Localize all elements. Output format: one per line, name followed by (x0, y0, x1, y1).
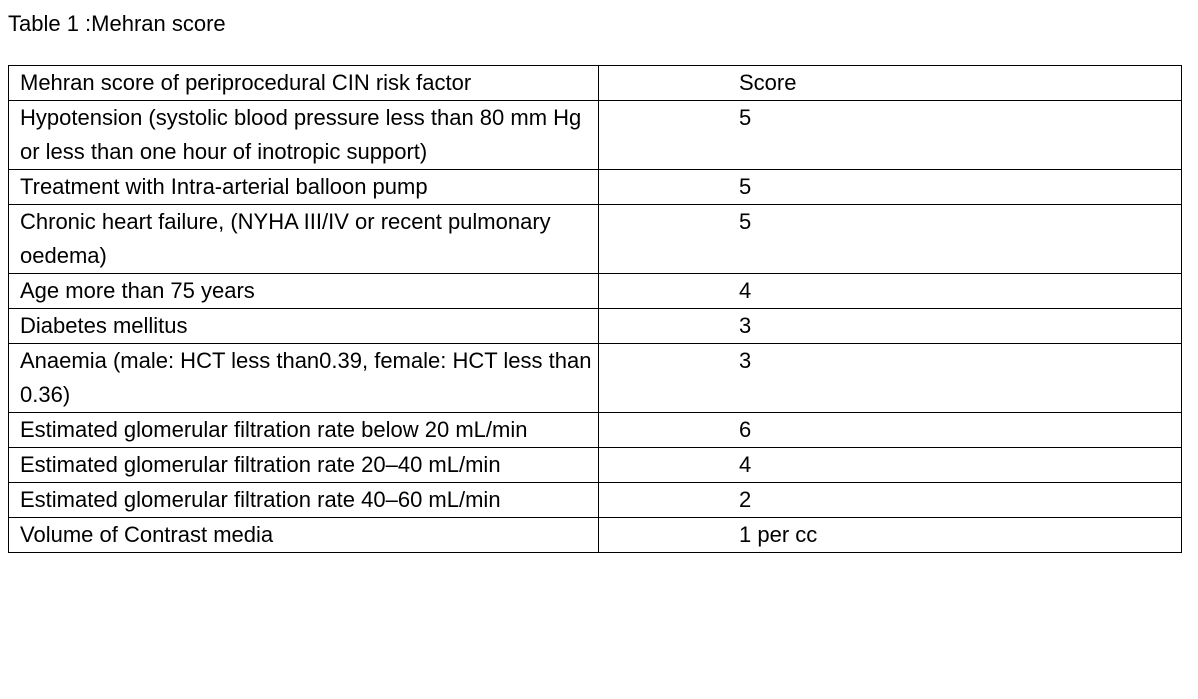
table-row (9, 170, 1182, 205)
factor-cell (9, 413, 599, 448)
factor-text: Chronic heart failure, (NYHA III/IV or recent pulmonary oedema) (20, 209, 551, 268)
score-cell (599, 309, 1182, 344)
score-cell (599, 344, 1182, 413)
header-score-label: Score (739, 70, 797, 95)
factor-text: Age more than 75 years (20, 278, 255, 303)
factor-text: Anaemia (male: HCT less than0.39, female: HCT less than 0.36) (20, 348, 592, 407)
score-value: 5 (739, 174, 752, 199)
score-value: 3 (739, 348, 752, 373)
score-value: 3 (739, 313, 752, 338)
score-value: 5 (739, 105, 752, 130)
score-value: 2 (739, 487, 752, 512)
table-row (9, 101, 1182, 170)
score-cell (599, 518, 1182, 553)
table-row (9, 309, 1182, 344)
score-cell (599, 413, 1182, 448)
factor-text: Treatment with Intra-arterial balloon pump (20, 174, 428, 199)
score-cell (599, 448, 1182, 483)
factor-cell (9, 101, 599, 170)
table-header-row (9, 66, 1182, 101)
factor-text: Estimated glomerular filtration rate 20–40 mL/min (20, 452, 501, 477)
header-cell-score (599, 66, 1182, 101)
factor-cell (9, 205, 599, 274)
score-cell (599, 483, 1182, 518)
factor-cell (9, 274, 599, 309)
score-value: 6 (739, 417, 752, 442)
score-value: 4 (739, 278, 752, 303)
table-row (9, 274, 1182, 309)
table-row (9, 413, 1182, 448)
factor-cell (9, 344, 599, 413)
score-value: 5 (739, 209, 752, 234)
header-cell-factor (9, 66, 599, 101)
header-factor-label: Mehran score of periprocedural CIN risk factor (20, 70, 472, 95)
factor-cell (9, 483, 599, 518)
table-row (9, 205, 1182, 274)
table-row (9, 483, 1182, 518)
score-value: 4 (739, 452, 752, 477)
factor-cell (9, 448, 599, 483)
factor-cell (9, 170, 599, 205)
score-value: 1 per cc (739, 522, 818, 547)
factor-text: Estimated glomerular filtration rate 40–60 mL/min (20, 487, 501, 512)
table-row (9, 518, 1182, 553)
table-row (9, 344, 1182, 413)
mehran-score-table (8, 65, 1182, 553)
factor-cell (9, 518, 599, 553)
factor-text: Estimated glomerular filtration rate below 20 mL/min (20, 417, 528, 442)
score-cell (599, 205, 1182, 274)
score-cell (599, 170, 1182, 205)
factor-text: Hypotension (systolic blood pressure less than 80 mm Hg or less than one hour of inotropic support) (20, 105, 582, 164)
factor-cell (9, 309, 599, 344)
score-cell (599, 101, 1182, 170)
score-cell (599, 274, 1182, 309)
table-caption: Table 1 :Mehran score (8, 11, 226, 36)
table-row (9, 448, 1182, 483)
factor-text: Diabetes mellitus (20, 313, 188, 338)
factor-text: Volume of Contrast media (20, 522, 274, 547)
